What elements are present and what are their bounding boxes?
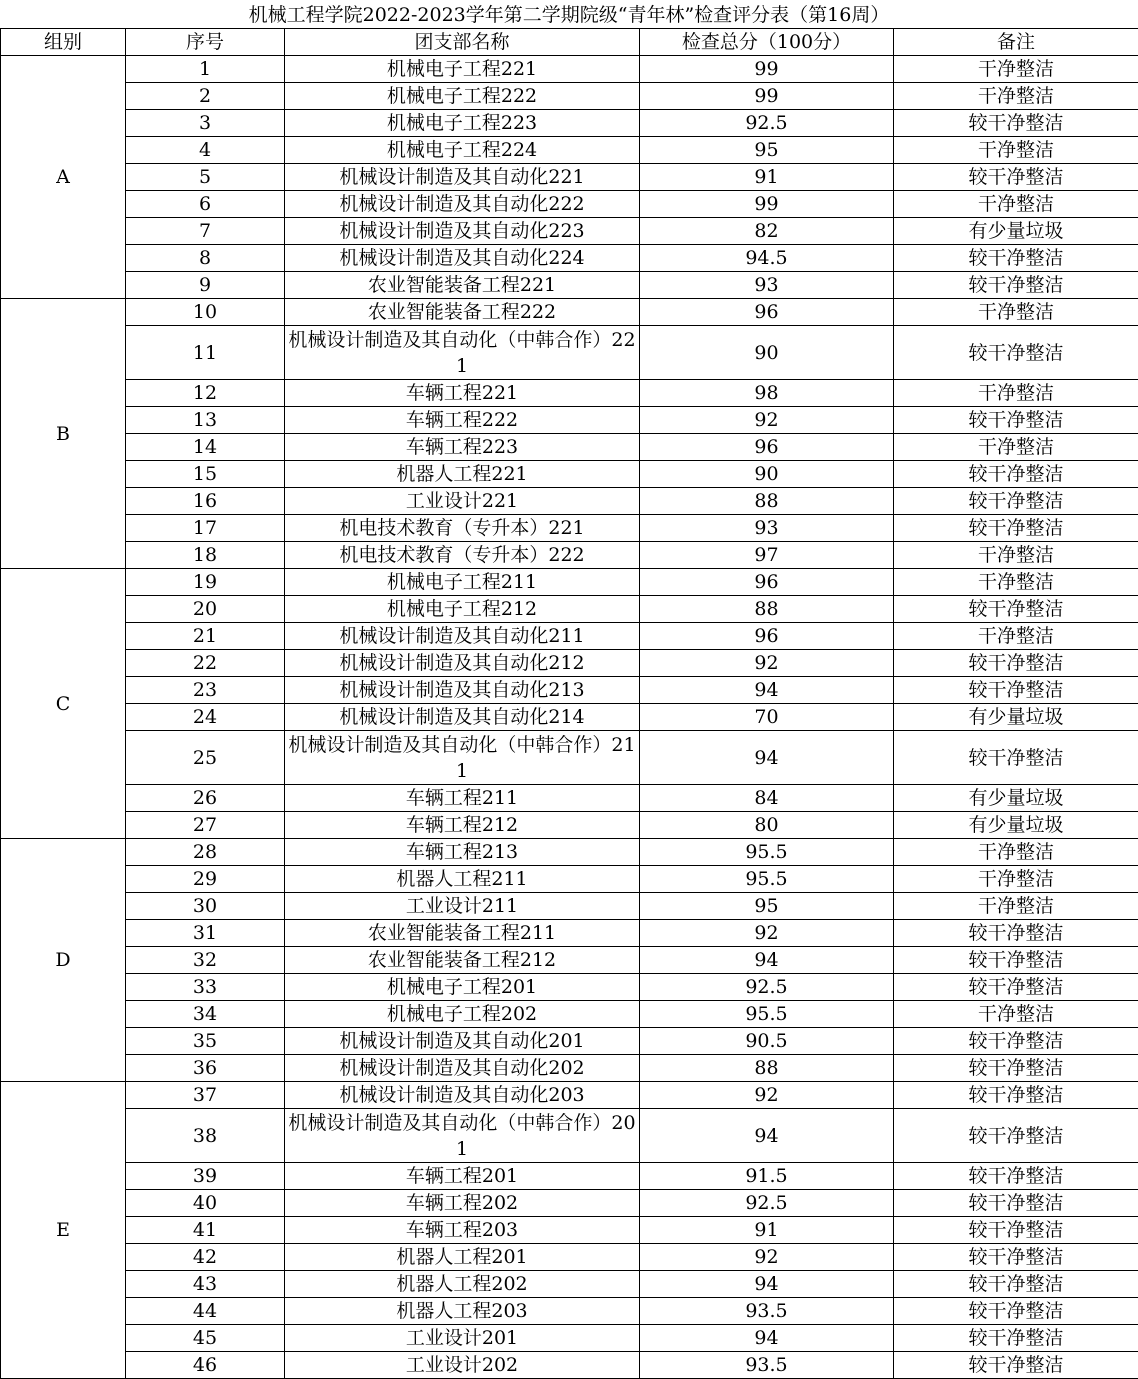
branch-name: 机械电子工程223 (285, 110, 640, 137)
group-label: B (1, 299, 126, 569)
remark-text: 干净整洁 (894, 137, 1138, 164)
row-number: 13 (126, 407, 285, 434)
row-number: 33 (126, 974, 285, 1001)
branch-name: 机械设计制造及其自动化213 (285, 677, 640, 704)
row-number: 11 (126, 326, 285, 380)
remark-text: 较干净整洁 (894, 677, 1138, 704)
score-value: 88 (640, 1055, 894, 1082)
score-value: 91 (640, 164, 894, 191)
row-number: 23 (126, 677, 285, 704)
branch-name: 机械设计制造及其自动化（中韩合作）201 (285, 1109, 640, 1163)
table-row (1, 920, 1138, 947)
row-number: 16 (126, 488, 285, 515)
remark-text: 较干净整洁 (894, 596, 1138, 623)
remark-text: 较干净整洁 (894, 488, 1138, 515)
row-number: 3 (126, 110, 285, 137)
table-row (1, 785, 1138, 812)
sheet-title: 机械工程学院2022-2023学年第二学期院级“青年林”检查评分表（第16周） (0, 0, 1138, 28)
score-value: 96 (640, 569, 894, 596)
row-number: 28 (126, 839, 285, 866)
remark-text: 较干净整洁 (894, 650, 1138, 677)
row-number: 31 (126, 920, 285, 947)
score-value: 93 (640, 515, 894, 542)
table-row (1, 1109, 1138, 1163)
remark-text: 较干净整洁 (894, 1028, 1138, 1055)
branch-name: 机械设计制造及其自动化212 (285, 650, 640, 677)
table-row (1, 569, 1138, 596)
row-number: 9 (126, 272, 285, 299)
score-value: 94 (640, 731, 894, 785)
score-value: 94 (640, 1271, 894, 1298)
remark-text: 较干净整洁 (894, 1109, 1138, 1163)
remark-text: 干净整洁 (894, 569, 1138, 596)
row-number: 45 (126, 1325, 285, 1352)
remark-text: 较干净整洁 (894, 461, 1138, 488)
remark-text: 较干净整洁 (894, 515, 1138, 542)
branch-name: 机械设计制造及其自动化201 (285, 1028, 640, 1055)
score-value: 99 (640, 83, 894, 110)
branch-name: 机器人工程211 (285, 866, 640, 893)
score-value: 92 (640, 650, 894, 677)
remark-text: 干净整洁 (894, 839, 1138, 866)
table-row (1, 677, 1138, 704)
score-value: 94 (640, 947, 894, 974)
branch-name: 机械电子工程222 (285, 83, 640, 110)
row-number: 17 (126, 515, 285, 542)
branch-name: 机器人工程221 (285, 461, 640, 488)
remark-text: 较干净整洁 (894, 1055, 1138, 1082)
remark-text: 较干净整洁 (894, 1190, 1138, 1217)
header-branch: 团支部名称 (285, 29, 640, 56)
remark-text: 干净整洁 (894, 623, 1138, 650)
row-number: 22 (126, 650, 285, 677)
remark-text: 有少量垃圾 (894, 704, 1138, 731)
row-number: 27 (126, 812, 285, 839)
table-row (1, 137, 1138, 164)
score-value: 90.5 (640, 1028, 894, 1055)
remark-text: 干净整洁 (894, 893, 1138, 920)
branch-name: 机械设计制造及其自动化224 (285, 245, 640, 272)
table-row (1, 218, 1138, 245)
remark-text: 较干净整洁 (894, 947, 1138, 974)
score-value: 80 (640, 812, 894, 839)
table-row (1, 704, 1138, 731)
group-label: E (1, 1082, 126, 1379)
row-number: 2 (126, 83, 285, 110)
score-value: 70 (640, 704, 894, 731)
row-number: 36 (126, 1055, 285, 1082)
row-number: 43 (126, 1271, 285, 1298)
branch-name: 机械设计制造及其自动化223 (285, 218, 640, 245)
score-value: 92 (640, 407, 894, 434)
remark-text: 较干净整洁 (894, 1163, 1138, 1190)
branch-name: 机器人工程203 (285, 1298, 640, 1325)
branch-name: 机械设计制造及其自动化203 (285, 1082, 640, 1109)
branch-name: 机械设计制造及其自动化202 (285, 1055, 640, 1082)
table-row (1, 272, 1138, 299)
table-row (1, 164, 1138, 191)
table-row (1, 1190, 1138, 1217)
branch-name: 机械电子工程202 (285, 1001, 640, 1028)
row-number: 5 (126, 164, 285, 191)
table-row (1, 731, 1138, 785)
table-row (1, 407, 1138, 434)
table-row (1, 1271, 1138, 1298)
table-row (1, 83, 1138, 110)
row-number: 40 (126, 1190, 285, 1217)
table-row (1, 515, 1138, 542)
score-value: 93 (640, 272, 894, 299)
remark-text: 干净整洁 (894, 56, 1138, 83)
row-number: 12 (126, 380, 285, 407)
row-number: 26 (126, 785, 285, 812)
remark-text: 较干净整洁 (894, 1325, 1138, 1352)
branch-name: 机械设计制造及其自动化（中韩合作）211 (285, 731, 640, 785)
remark-text: 较干净整洁 (894, 974, 1138, 1001)
remark-text: 较干净整洁 (894, 164, 1138, 191)
table-row (1, 56, 1138, 83)
table-row (1, 1001, 1138, 1028)
score-value: 82 (640, 218, 894, 245)
score-value: 95.5 (640, 839, 894, 866)
remark-text: 较干净整洁 (894, 245, 1138, 272)
score-value: 93.5 (640, 1352, 894, 1379)
score-value: 99 (640, 56, 894, 83)
row-number: 24 (126, 704, 285, 731)
branch-name: 机械电子工程212 (285, 596, 640, 623)
table-row (1, 542, 1138, 569)
branch-name: 机械设计制造及其自动化211 (285, 623, 640, 650)
score-value: 95.5 (640, 866, 894, 893)
branch-name: 车辆工程212 (285, 812, 640, 839)
branch-name: 车辆工程221 (285, 380, 640, 407)
branch-name: 车辆工程203 (285, 1217, 640, 1244)
branch-name: 机械设计制造及其自动化（中韩合作）221 (285, 326, 640, 380)
branch-name: 工业设计211 (285, 893, 640, 920)
branch-name: 车辆工程223 (285, 434, 640, 461)
row-number: 1 (126, 56, 285, 83)
header-score: 检查总分（100分） (640, 29, 894, 56)
branch-name: 机械电子工程221 (285, 56, 640, 83)
remark-text: 有少量垃圾 (894, 812, 1138, 839)
header-no: 序号 (126, 29, 285, 56)
table-row (1, 839, 1138, 866)
group-label: C (1, 569, 126, 839)
table-row (1, 299, 1138, 326)
remark-text: 干净整洁 (894, 866, 1138, 893)
score-table (0, 28, 1138, 1379)
row-number: 29 (126, 866, 285, 893)
group-label: D (1, 839, 126, 1082)
branch-name: 车辆工程222 (285, 407, 640, 434)
branch-name: 农业智能装备工程221 (285, 272, 640, 299)
branch-name: 工业设计221 (285, 488, 640, 515)
branch-name: 机械电子工程224 (285, 137, 640, 164)
score-value: 96 (640, 434, 894, 461)
table-row (1, 110, 1138, 137)
score-value: 90 (640, 461, 894, 488)
remark-text: 较干净整洁 (894, 1244, 1138, 1271)
score-value: 96 (640, 623, 894, 650)
row-number: 20 (126, 596, 285, 623)
score-value: 98 (640, 380, 894, 407)
score-value: 94.5 (640, 245, 894, 272)
remark-text: 较干净整洁 (894, 1217, 1138, 1244)
remark-text: 较干净整洁 (894, 920, 1138, 947)
branch-name: 机械电子工程201 (285, 974, 640, 1001)
table-row (1, 947, 1138, 974)
branch-name: 机器人工程201 (285, 1244, 640, 1271)
score-value: 97 (640, 542, 894, 569)
row-number: 42 (126, 1244, 285, 1271)
score-value: 84 (640, 785, 894, 812)
branch-name: 工业设计201 (285, 1325, 640, 1352)
row-number: 34 (126, 1001, 285, 1028)
score-value: 88 (640, 488, 894, 515)
score-value: 95.5 (640, 1001, 894, 1028)
remark-text: 干净整洁 (894, 83, 1138, 110)
table-row (1, 866, 1138, 893)
remark-text: 较干净整洁 (894, 1271, 1138, 1298)
row-number: 10 (126, 299, 285, 326)
table-row (1, 434, 1138, 461)
table-row (1, 812, 1138, 839)
remark-text: 较干净整洁 (894, 110, 1138, 137)
table-row (1, 1163, 1138, 1190)
remark-text: 干净整洁 (894, 299, 1138, 326)
branch-name: 工业设计202 (285, 1352, 640, 1379)
row-number: 41 (126, 1217, 285, 1244)
table-row (1, 1244, 1138, 1271)
row-number: 30 (126, 893, 285, 920)
score-value: 92 (640, 1082, 894, 1109)
score-value: 94 (640, 677, 894, 704)
branch-name: 农业智能装备工程222 (285, 299, 640, 326)
row-number: 7 (126, 218, 285, 245)
remark-text: 较干净整洁 (894, 1298, 1138, 1325)
table-row (1, 245, 1138, 272)
score-value: 95 (640, 137, 894, 164)
table-row (1, 326, 1138, 380)
score-value: 88 (640, 596, 894, 623)
row-number: 14 (126, 434, 285, 461)
row-number: 39 (126, 1163, 285, 1190)
row-number: 21 (126, 623, 285, 650)
row-number: 44 (126, 1298, 285, 1325)
group-label: A (1, 56, 126, 299)
table-row (1, 488, 1138, 515)
table-row (1, 893, 1138, 920)
score-value: 92.5 (640, 974, 894, 1001)
remark-text: 有少量垃圾 (894, 218, 1138, 245)
branch-name: 机电技术教育（专升本）222 (285, 542, 640, 569)
header-remark: 备注 (894, 29, 1138, 56)
row-number: 37 (126, 1082, 285, 1109)
row-number: 8 (126, 245, 285, 272)
branch-name: 机电技术教育（专升本）221 (285, 515, 640, 542)
remark-text: 干净整洁 (894, 542, 1138, 569)
row-number: 35 (126, 1028, 285, 1055)
branch-name: 农业智能装备工程211 (285, 920, 640, 947)
table-row (1, 1298, 1138, 1325)
remark-text: 较干净整洁 (894, 1352, 1138, 1379)
branch-name: 机械设计制造及其自动化222 (285, 191, 640, 218)
branch-name: 车辆工程211 (285, 785, 640, 812)
table-row (1, 380, 1138, 407)
row-number: 38 (126, 1109, 285, 1163)
table-row (1, 1082, 1138, 1109)
remark-text: 较干净整洁 (894, 326, 1138, 380)
remark-text: 干净整洁 (894, 1001, 1138, 1028)
table-row (1, 1325, 1138, 1352)
branch-name: 机械电子工程211 (285, 569, 640, 596)
remark-text: 较干净整洁 (894, 407, 1138, 434)
header-group: 组别 (1, 29, 126, 56)
remark-text: 干净整洁 (894, 380, 1138, 407)
row-number: 6 (126, 191, 285, 218)
row-number: 19 (126, 569, 285, 596)
score-value: 92 (640, 920, 894, 947)
score-value: 92.5 (640, 1190, 894, 1217)
table-row (1, 623, 1138, 650)
row-number: 46 (126, 1352, 285, 1379)
branch-name: 车辆工程213 (285, 839, 640, 866)
table-row (1, 596, 1138, 623)
branch-name: 车辆工程202 (285, 1190, 640, 1217)
score-value: 93.5 (640, 1298, 894, 1325)
score-value: 90 (640, 326, 894, 380)
table-row (1, 650, 1138, 677)
branch-name: 机器人工程202 (285, 1271, 640, 1298)
remark-text: 有少量垃圾 (894, 785, 1138, 812)
header-row (1, 29, 1138, 56)
score-value: 94 (640, 1325, 894, 1352)
score-value: 91 (640, 1217, 894, 1244)
branch-name: 机械设计制造及其自动化214 (285, 704, 640, 731)
table-row (1, 1217, 1138, 1244)
row-number: 25 (126, 731, 285, 785)
table-row (1, 461, 1138, 488)
table-row (1, 1352, 1138, 1379)
score-value: 92.5 (640, 110, 894, 137)
score-value: 91.5 (640, 1163, 894, 1190)
remark-text: 较干净整洁 (894, 1082, 1138, 1109)
row-number: 32 (126, 947, 285, 974)
score-value: 94 (640, 1109, 894, 1163)
branch-name: 机械设计制造及其自动化221 (285, 164, 640, 191)
row-number: 18 (126, 542, 285, 569)
remark-text: 较干净整洁 (894, 272, 1138, 299)
score-value: 92 (640, 1244, 894, 1271)
branch-name: 车辆工程201 (285, 1163, 640, 1190)
table-row (1, 1055, 1138, 1082)
row-number: 4 (126, 137, 285, 164)
remark-text: 较干净整洁 (894, 731, 1138, 785)
score-value: 96 (640, 299, 894, 326)
table-row (1, 1028, 1138, 1055)
remark-text: 干净整洁 (894, 191, 1138, 218)
remark-text: 干净整洁 (894, 434, 1138, 461)
table-row (1, 191, 1138, 218)
score-value: 95 (640, 893, 894, 920)
table-row (1, 974, 1138, 1001)
score-value: 99 (640, 191, 894, 218)
branch-name: 农业智能装备工程212 (285, 947, 640, 974)
table-body (1, 56, 1138, 1379)
row-number: 15 (126, 461, 285, 488)
